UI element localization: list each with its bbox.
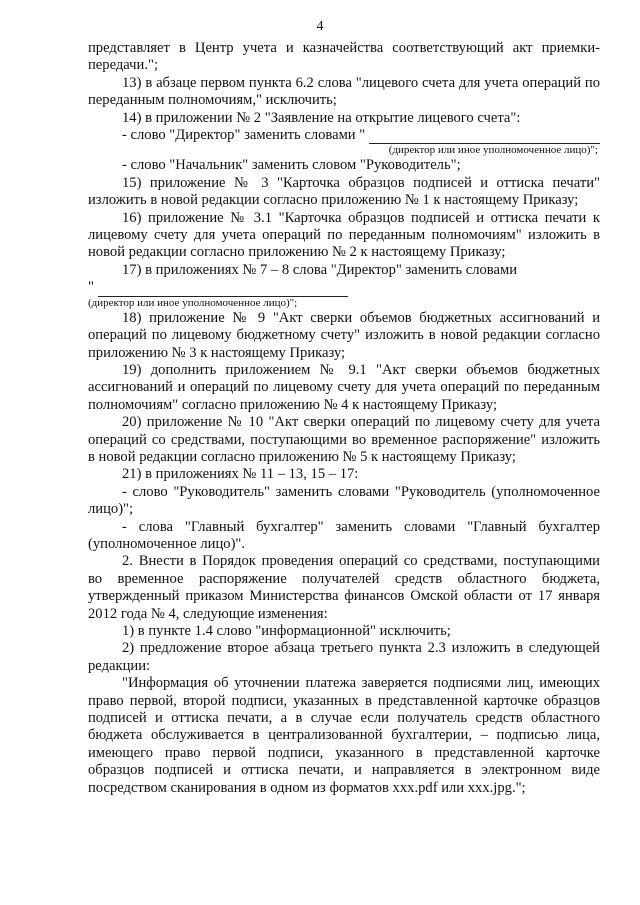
- section-2-item-1: 1) в пункте 1.4 слово "информационной" исключить;: [122, 623, 451, 639]
- section-2: 2. Внести в Порядок проведения операций со средствами, поступающими во временное распоряжение получателей средств областного бюджета, утвержденный приказом Министерства финансов Омской области от 17 января 2012 года № 4, следующие изменения:: [88, 553, 600, 622]
- item-21: 21) в приложениях № 11 – 13, 15 – 17:: [122, 466, 359, 483]
- position-caption: (директор или иное уполномоченное лицо)";: [88, 296, 298, 309]
- item-17-quote: ": [88, 279, 94, 296]
- quoted-text: "Информация об уточнении платежа заверяется подписями лиц, имеющих право первой, второй подписи, указанных в представленной карточке образцов подписей и оттиска печати, а в случае если получатель средств областного бюджета обслуживается в централизованной бухгалтерии, – подписью лица, имеющего право первой подписи, указанного в представленной карточке образцов подписей и оттиска печати, и направляется в электронном виде посредством сканирования в одном из форматов xxx.pdf или xxx.jpg.";: [88, 675, 600, 796]
- item-17: 17) в приложениях № 7 – 8 слова "Директор" заменить словами: [122, 261, 518, 278]
- item-13: 13) в абзаце первом пункта 6.2 слова "лицевого счета для учета операций по переданным полномочиям," исключить;: [88, 74, 600, 109]
- item-20: 20) приложение № 10 "Акт сверки операций по лицевому счету для учета операций со средствами, поступающими во временное распоряжение" изложить в новой редакции согласно приложению № 5 к настоящему Приказу;: [88, 414, 600, 465]
- item-14: 14) в приложении № 2 "Заявление на открытие лицевого счета":: [122, 109, 521, 126]
- document-body: [88, 40, 600, 797]
- item-17-blank-line: [88, 279, 600, 296]
- item-15: 15) приложение № 3 "Карточка образцов подписей и оттиска печати" изложить в новой редакции согласно приложению № 1 к настоящему Приказу;: [88, 174, 600, 209]
- item-19: 19) дополнить приложением № 9.1 "Акт сверки объемов бюджетных ассигнований и операций по лицевому счету для учета операций по переданным полномочиям" согласно приложению № 4 к настоящему Приказу;: [88, 361, 600, 413]
- paragraph-continuation: представляет в Центр учета и казначейства соответствующий акт приемки-передачи.";: [88, 40, 600, 74]
- item-21-accountant: - слова "Главный бухгалтер" заменить словами "Главный бухгалтер (уполномоченное лицо)".: [88, 518, 600, 552]
- item-18: 18) приложение № 9 "Акт сверки объемов бюджетных ассигнований и операций по лицевому бюджетному счету" изложить в новой редакции согласно приложению № 3 к настоящему Приказу;: [88, 309, 600, 361]
- item-14-director-text: - слово "Директор" заменить словами ": [122, 127, 366, 144]
- fill-in-blank-line: [369, 129, 600, 144]
- position-caption: (директор или иное уполномоченное лицо)";: [388, 144, 598, 157]
- item-21-head: - слово "Руководитель" заменить словами "Руководитель (уполномоченное лицо)";: [88, 483, 600, 518]
- item-14-head-line: - слово "Начальник" заменить словом "Руководитель";: [122, 157, 461, 174]
- item-14-director-line: [88, 127, 600, 144]
- fill-in-blank-line: [98, 282, 348, 297]
- section-2-item-2: 2) предложение второе абзаца третьего пункта 2.3 изложить в следующей редакции:: [88, 640, 600, 674]
- item-16: 16) приложение № 3.1 "Карточка образцов подписей и оттиска печати к лицевому счету для учета операций по переданным полномочиям" изложить в новой редакции согласно приложению № 2 к настоящему Приказу;: [88, 209, 600, 261]
- page-number: 4: [316, 19, 324, 34]
